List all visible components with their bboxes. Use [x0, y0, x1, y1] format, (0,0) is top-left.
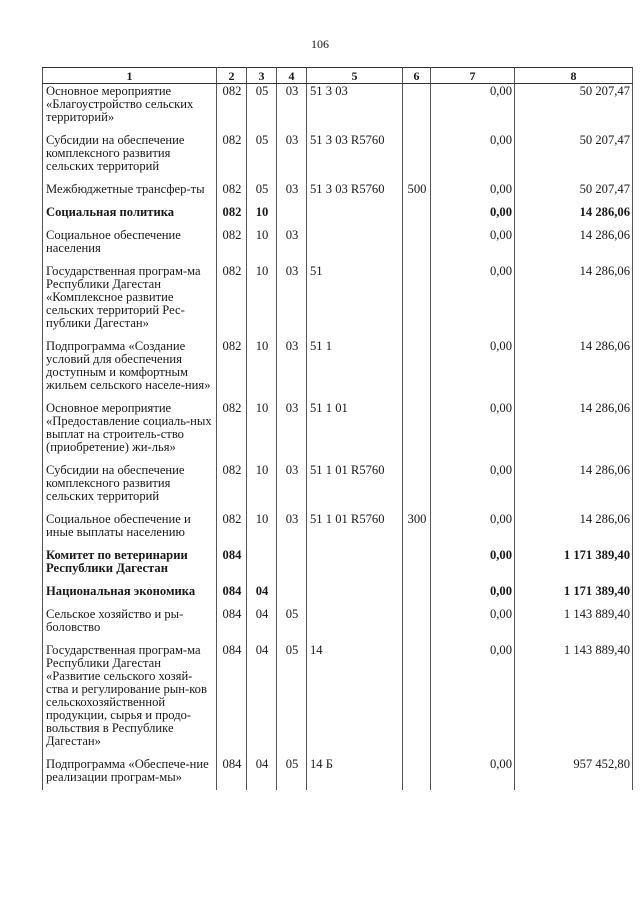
- row-expense-type: [403, 261, 431, 336]
- row-target-article: [307, 225, 403, 261]
- row-target-article: 51 3 03 R5760: [307, 179, 403, 202]
- page-number: 106: [311, 37, 329, 51]
- row-target-article: [307, 202, 403, 225]
- row-ministry-code: 084: [217, 640, 247, 754]
- row-expense-type: 300: [403, 509, 431, 545]
- row-name: Подпрограмма «Создание условий для обеспечения доступным и комфортным жильем сельского населе-ния»: [43, 336, 217, 398]
- row-target-article: 51: [307, 261, 403, 336]
- row-target-article: 51 1 01 R5760: [307, 460, 403, 509]
- table-row: [43, 581, 633, 604]
- row-expense-type: [403, 581, 431, 604]
- row-expense-type: [403, 604, 431, 640]
- row-name: Социальное обеспечение населения: [43, 225, 217, 261]
- row-target-article: 51 3 03: [307, 84, 403, 131]
- row-subsection-code: 05: [277, 604, 307, 640]
- column-header: 3: [247, 68, 277, 84]
- row-expense-type: [403, 460, 431, 509]
- row-section-code: 04: [247, 754, 277, 790]
- row-column-8-value: 50 207,47: [515, 179, 633, 202]
- column-header: 5: [307, 68, 403, 84]
- row-expense-type: [403, 640, 431, 754]
- row-subsection-code: 05: [277, 754, 307, 790]
- row-subsection-code: 03: [277, 261, 307, 336]
- row-name: Государственная програм-ма Республики Дагестан «Развитие сельского хозяй-ства и регулирование рын-ков сельскохозяйственной продукции, сырья и продо-вольствия в Республике Дагестан»: [43, 640, 217, 754]
- row-expense-type: [403, 130, 431, 179]
- table-row: [43, 179, 633, 202]
- row-column-8-value: 957 452,80: [515, 754, 633, 790]
- row-ministry-code: 084: [217, 754, 247, 790]
- row-section-code: 05: [247, 84, 277, 131]
- row-subsection-code: [277, 581, 307, 604]
- table-row: [43, 604, 633, 640]
- row-column-7-value: 0,00: [431, 460, 515, 509]
- row-section-code: 05: [247, 130, 277, 179]
- row-ministry-code: 082: [217, 84, 247, 131]
- row-column-7-value: 0,00: [431, 202, 515, 225]
- table-header-row: [43, 68, 633, 84]
- row-column-7-value: 0,00: [431, 261, 515, 336]
- row-section-code: 04: [247, 640, 277, 754]
- row-column-7-value: 0,00: [431, 130, 515, 179]
- row-target-article: 51 1: [307, 336, 403, 398]
- row-subsection-code: 03: [277, 336, 307, 398]
- row-column-7-value: 0,00: [431, 225, 515, 261]
- row-ministry-code: 082: [217, 130, 247, 179]
- table-row: [43, 509, 633, 545]
- row-target-article: 14: [307, 640, 403, 754]
- table-row: [43, 640, 633, 754]
- row-expense-type: [403, 754, 431, 790]
- row-name: Сельское хозяйство и ры-боловство: [43, 604, 217, 640]
- row-column-8-value: 14 286,06: [515, 509, 633, 545]
- row-target-article: [307, 581, 403, 604]
- row-column-8-value: 1 171 389,40: [515, 581, 633, 604]
- row-column-8-value: 1 143 889,40: [515, 604, 633, 640]
- row-subsection-code: 03: [277, 398, 307, 460]
- row-subsection-code: [277, 202, 307, 225]
- table-row: [43, 336, 633, 398]
- table-row: [43, 460, 633, 509]
- row-ministry-code: 082: [217, 336, 247, 398]
- table-row: [43, 225, 633, 261]
- table-row: [43, 545, 633, 581]
- row-target-article: 51 3 03 R5760: [307, 130, 403, 179]
- row-expense-type: [403, 84, 431, 131]
- row-expense-type: [403, 336, 431, 398]
- row-column-8-value: 1 143 889,40: [515, 640, 633, 754]
- row-column-7-value: 0,00: [431, 398, 515, 460]
- row-subsection-code: 03: [277, 225, 307, 261]
- row-ministry-code: 082: [217, 202, 247, 225]
- row-target-article: [307, 545, 403, 581]
- row-column-8-value: 50 207,47: [515, 130, 633, 179]
- column-header: 8: [515, 68, 633, 84]
- row-subsection-code: 05: [277, 640, 307, 754]
- row-column-8-value: 14 286,06: [515, 460, 633, 509]
- row-expense-type: [403, 545, 431, 581]
- row-section-code: 04: [247, 581, 277, 604]
- column-header: 2: [217, 68, 247, 84]
- table-row: [43, 84, 633, 131]
- row-column-8-value: 50 207,47: [515, 84, 633, 131]
- row-name: Субсидии на обеспечение комплексного развития сельских территорий: [43, 130, 217, 179]
- row-name: Комитет по ветеринарии Республики Дагестан: [43, 545, 217, 581]
- column-header: 6: [403, 68, 431, 84]
- row-ministry-code: 084: [217, 581, 247, 604]
- row-section-code: 10: [247, 509, 277, 545]
- row-column-7-value: 0,00: [431, 754, 515, 790]
- table-row: [43, 202, 633, 225]
- row-column-8-value: 14 286,06: [515, 261, 633, 336]
- column-header: 1: [43, 68, 217, 84]
- table-row: [43, 398, 633, 460]
- table-row: [43, 261, 633, 336]
- row-ministry-code: 082: [217, 509, 247, 545]
- row-column-7-value: 0,00: [431, 604, 515, 640]
- row-column-7-value: 0,00: [431, 336, 515, 398]
- row-target-article: 14 Б: [307, 754, 403, 790]
- row-name: Субсидии на обеспечение комплексного развития сельских территорий: [43, 460, 217, 509]
- row-section-code: 10: [247, 336, 277, 398]
- row-subsection-code: 03: [277, 179, 307, 202]
- row-section-code: 10: [247, 225, 277, 261]
- budget-table: [42, 67, 633, 790]
- row-name: Основное мероприятие «Благоустройство сельских территорий»: [43, 84, 217, 131]
- row-subsection-code: 03: [277, 460, 307, 509]
- column-header: 4: [277, 68, 307, 84]
- table-row: [43, 130, 633, 179]
- table-body: [43, 84, 633, 791]
- row-subsection-code: 03: [277, 509, 307, 545]
- row-name: Национальная экономика: [43, 581, 217, 604]
- row-target-article: 51 1 01 R5760: [307, 509, 403, 545]
- column-header: 7: [431, 68, 515, 84]
- row-subsection-code: 03: [277, 84, 307, 131]
- row-ministry-code: 082: [217, 225, 247, 261]
- row-ministry-code: 084: [217, 545, 247, 581]
- row-column-8-value: 1 171 389,40: [515, 545, 633, 581]
- row-column-8-value: 14 286,06: [515, 202, 633, 225]
- row-subsection-code: [277, 545, 307, 581]
- row-section-code: 10: [247, 202, 277, 225]
- row-name: Основное мероприятие «Предоставление социаль-ных выплат на строитель-ство (приобретение) жи-лья»: [43, 398, 217, 460]
- row-section-code: 10: [247, 261, 277, 336]
- row-column-7-value: 0,00: [431, 84, 515, 131]
- row-ministry-code: 082: [217, 460, 247, 509]
- row-column-7-value: 0,00: [431, 509, 515, 545]
- row-ministry-code: 082: [217, 398, 247, 460]
- row-name: Межбюджетные трансфер-ты: [43, 179, 217, 202]
- row-ministry-code: 082: [217, 179, 247, 202]
- row-column-7-value: 0,00: [431, 640, 515, 754]
- row-subsection-code: 03: [277, 130, 307, 179]
- row-target-article: [307, 604, 403, 640]
- row-section-code: 10: [247, 398, 277, 460]
- table-row: [43, 754, 633, 790]
- row-column-8-value: 14 286,06: [515, 336, 633, 398]
- row-ministry-code: 084: [217, 604, 247, 640]
- row-ministry-code: 082: [217, 261, 247, 336]
- row-section-code: [247, 545, 277, 581]
- row-expense-type: 500: [403, 179, 431, 202]
- row-name: Социальная политика: [43, 202, 217, 225]
- row-column-7-value: 0,00: [431, 545, 515, 581]
- row-expense-type: [403, 398, 431, 460]
- row-name: Подпрограмма «Обеспече-ние реализации програм-мы»: [43, 754, 217, 790]
- row-target-article: 51 1 01: [307, 398, 403, 460]
- row-column-8-value: 14 286,06: [515, 398, 633, 460]
- row-section-code: 04: [247, 604, 277, 640]
- row-name: Государственная програм-ма Республики Дагестан «Комплексное развитие сельских территорий Рес-публики Дагестан»: [43, 261, 217, 336]
- row-expense-type: [403, 202, 431, 225]
- row-name: Социальное обеспечение и иные выплаты населению: [43, 509, 217, 545]
- row-expense-type: [403, 225, 431, 261]
- row-column-7-value: 0,00: [431, 179, 515, 202]
- row-column-7-value: 0,00: [431, 581, 515, 604]
- row-section-code: 10: [247, 460, 277, 509]
- row-section-code: 05: [247, 179, 277, 202]
- row-column-8-value: 14 286,06: [515, 225, 633, 261]
